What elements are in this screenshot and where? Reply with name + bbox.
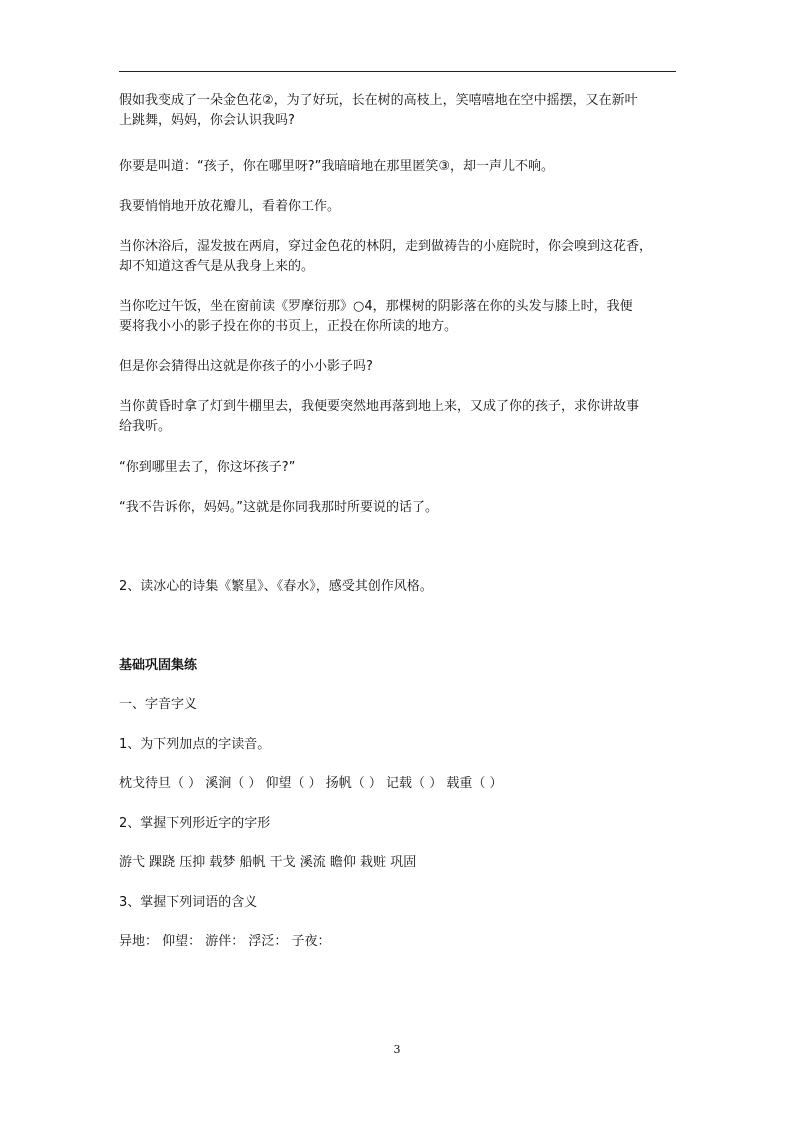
section-title	[119, 656, 679, 676]
paragraph-1-line-2: 上跳舞，妈妈，你会认识我吗?	[119, 113, 295, 128]
paragraph-5-line-1: 当你吃过午饭，坐在窗前读《罗摩衍那》○4，那棵树的阴影落在你的头发与膝上时，我便	[119, 299, 633, 314]
page-number: 3	[393, 1043, 401, 1056]
paragraph-8	[119, 458, 679, 478]
paragraph-4-line-1: 当你沐浴后，湿发披在两肩，穿过金色花的林阴，走到做祷告的小庭院时，你会嗅到这花香，	[119, 239, 653, 254]
paragraph-7-line-1: 当你黄昏时拿了灯到牛棚里去，我便要突然地再落到地上来，又成了你的孩子，求你讲故事	[119, 399, 640, 414]
paragraph-9	[119, 498, 679, 518]
question-2-items	[119, 853, 679, 873]
question-3-items-text: 异地： 仰望： 游伴： 浮泛： 子夜：	[119, 934, 331, 949]
question-2-title	[119, 814, 679, 834]
question-3-title-text: 3、掌握下列词语的含义	[119, 895, 258, 910]
question-3-title	[119, 893, 679, 913]
paragraph-8-line-1: “你到哪里去了，你这坏孩子?”	[119, 460, 296, 475]
paragraph-1-line-1: 假如我变成了一朵金色花②，为了好玩，长在树的高枝上，笑嘻嘻地在空中摇摆，又在新叶	[119, 93, 638, 108]
paragraph-2-line-1: 你要是叫道：“孩子，你在哪里呀?”我暗暗地在那里匿笑③，却一声儿不响。	[119, 159, 555, 174]
paragraph-4	[119, 237, 679, 277]
paragraph-3	[119, 197, 679, 217]
question-1-title	[119, 735, 679, 755]
paragraph-6	[119, 357, 679, 377]
paragraph-6-line-1: 但是你会猜得出这就是你孩子的小小影子吗?	[119, 359, 373, 374]
task-2-text: 2、读冰心的诗集《繁星》、《春水》，感受其创作风格。	[119, 579, 433, 594]
header-rule	[119, 71, 676, 72]
paragraph-7-line-2: 给我听。	[119, 419, 172, 434]
part-1-title-text: 一、字音字义	[119, 697, 198, 712]
question-2-items-text: 游弋 踝跷 压抑 载梦 船帆 干戈 溪流 瞻仰 栽赃 巩固	[119, 855, 417, 870]
task-2	[119, 577, 679, 597]
part-1-title	[119, 695, 679, 715]
paragraph-3-line-1: 我要悄悄地开放花瓣儿，看着你工作。	[119, 199, 341, 214]
paragraph-9-line-1: “我不告诉你，妈妈。”这就是你同我那时所要说的话了。	[119, 500, 438, 515]
paragraph-4-line-2: 却不知道这香气是从我身上来的。	[119, 259, 315, 274]
question-2-title-text: 2、掌握下列形近字的字形	[119, 816, 271, 831]
paragraph-2	[119, 157, 679, 177]
paragraph-5-line-2: 要将我小小的影子投在你的书页上，正投在你所读的地方。	[119, 319, 458, 334]
question-3-items	[119, 932, 679, 952]
question-1-title-text: 1、为下列加点的字读音。	[119, 737, 271, 752]
question-1-items	[119, 774, 679, 794]
section-title-text: 基础巩固集练	[119, 658, 198, 673]
question-1-items-text: 枕戈待旦（ ） 溪涧（ ） 仰望（ ） 扬帆（ ） 记载（ ） 载重（ ）	[119, 776, 503, 791]
paragraph-5	[119, 297, 679, 337]
paragraph-1	[119, 91, 679, 131]
paragraph-7	[119, 397, 679, 437]
